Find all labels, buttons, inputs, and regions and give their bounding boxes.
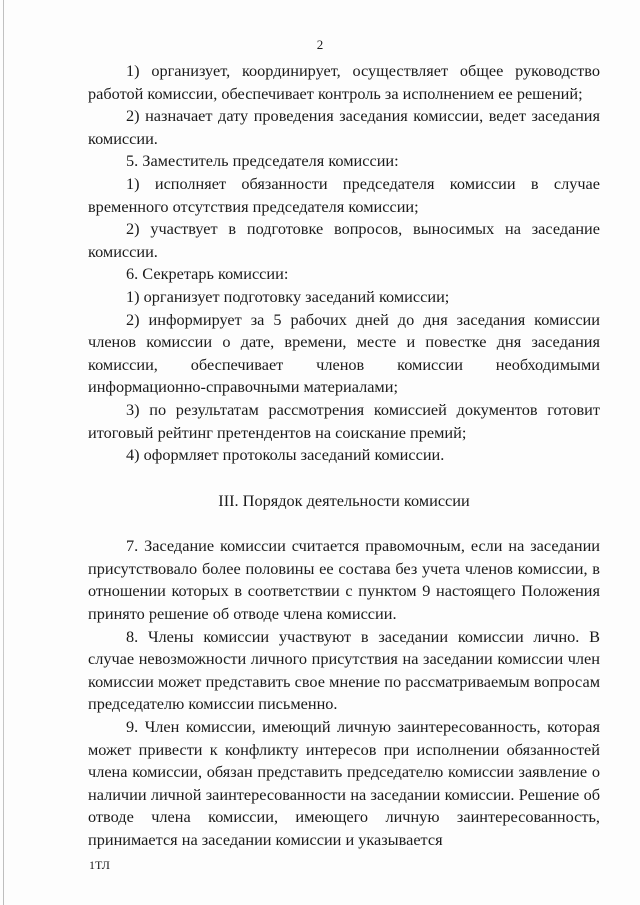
paragraph-6-title: 6. Секретарь комиссии: <box>126 264 289 284</box>
footer-code: 1ТЛ <box>89 858 110 872</box>
section-heading: III. Порядок деятельности комиссии <box>218 490 470 510</box>
paragraph-5-2: 2) участвует в подготовке вопросов, выносимых на заседание комиссии. <box>88 219 600 261</box>
paragraph-4-1: 1) организует, координирует, осуществляет общее руководство работой комиссии, обеспечивает контроль за исполнением ее решений; <box>88 61 600 103</box>
paragraph-5-title: 5. Заместитель председателя комиссии: <box>126 151 399 171</box>
paragraph-9: 9. Член комиссии, имеющий личную заинтересованность, которая может привести к конфликту интересов при исполнении обязанностей члена комиссии, обязан представить председателю комиссии заявление о наличии личной заинтересованности на заседании комиссии. Решение об отводе члена комиссии, имеющего личную заинтересованность, принимается на заседании комиссии и указывается <box>88 717 600 849</box>
paragraph-6-2: 2) информирует за 5 рабочих дней до дня заседания комиссии членов комиссии о дате, времени, месте и повестке дня заседания комиссии, обеспечивает членов комиссии необходимыми информационно-справочными материалами; <box>88 309 600 397</box>
paragraph-4-2: 2) назначает дату проведения заседания комиссии, ведет заседания комиссии. <box>88 106 600 148</box>
document-body <box>88 60 600 852</box>
paragraph-8: 8. Члены комиссии участвуют в заседании комиссии лично. В случае невозможности личного присутствия на заседании комиссии член комиссии может представить свое мнение по рассматриваемым вопросам председателю комиссии письменно. <box>88 626 600 714</box>
paragraph-6-4: 4) оформляет протоколы заседаний комиссии. <box>126 445 445 465</box>
page-number: 2 <box>316 37 324 52</box>
paragraph-7: 7. Заседание комиссии считается правомочным, если на заседании присутствовало более половины ее состава без учета членов комиссии, в отношении которых в соответствии с пунктом 9 настоящего Положения принято решение об отводе члена комиссии. <box>88 536 600 624</box>
paragraph-6-1: 1) организует подготовку заседаний комиссии; <box>126 286 450 306</box>
paragraph-6-3: 3) по результатам рассмотрения комиссией документов готовит итоговый рейтинг претендентов на соискание премий; <box>88 399 600 442</box>
paragraph-5-1: 1) исполняет обязанности председателя комиссии в случае временного отсутствия председателя комиссии; <box>88 173 600 216</box>
scan-edge-line <box>3 0 4 905</box>
